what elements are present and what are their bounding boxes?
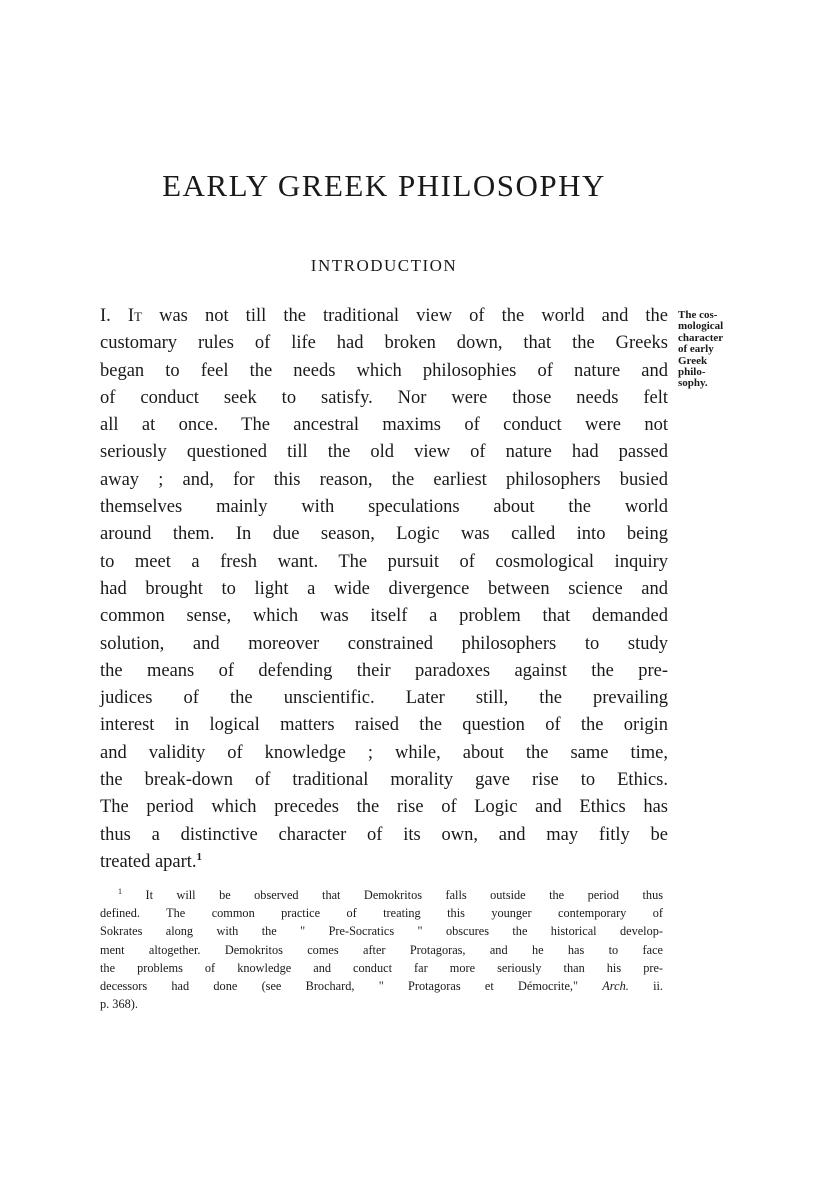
paragraph-line: and validity of knowledge ; while, about the same time,	[100, 742, 668, 763]
paragraph-line: customary rules of life had broken down, that the Greeks	[100, 333, 668, 354]
marginal-note-line: character	[678, 331, 724, 344]
paragraph-line: around them. In due season, Logic was called into being	[100, 524, 668, 545]
paragraph-line: began to feel the needs which philosophies of nature and	[100, 360, 668, 381]
footnote-volume: ii.	[653, 979, 663, 994]
marginal-note	[678, 310, 758, 390]
footnote-line: defined. The common practice of treating this younger contemporary of	[100, 906, 663, 921]
journal-abbreviation: Arch.	[602, 979, 629, 994]
paragraph-line: away ; and, for this reason, the earliest philosophers busied	[100, 469, 668, 490]
page-title: EARLY GREEK PHILOSOPHY	[162, 168, 606, 203]
marginal-note-line: sophy.	[678, 377, 708, 390]
paragraph-line: solution, and moreover constrained philosophers to study	[100, 633, 668, 654]
marginal-note-line: philo-	[678, 366, 706, 379]
paragraph-line: had brought to light a wide divergence between science and	[100, 578, 668, 599]
section-heading: INTRODUCTION	[310, 256, 458, 275]
marginal-note-line: The cos-	[678, 309, 718, 321]
paragraph-line: to meet a fresh want. The pursuit of cosmological inquiry	[100, 551, 668, 572]
paragraph-line: themselves mainly with speculations about the world	[100, 497, 668, 518]
footnote-line	[100, 886, 663, 904]
paragraph-line: common sense, which was itself a problem that demanded	[100, 606, 668, 627]
paragraph-last-line	[100, 849, 668, 876]
paragraph-line: of conduct seek to satisfy. Nor were those needs felt	[100, 387, 668, 408]
footnote-line: ment altogether. Demokritos comes after Protagoras, and he has to face	[100, 942, 663, 957]
paragraph-line: seriously questioned till the old view of nature had passed	[100, 442, 668, 463]
paragraph-line: the break-down of traditional morality gave rise to Ethics.	[100, 770, 668, 791]
footnote-line: the problems of knowledge and conduct far more seriously than his pre-	[100, 960, 663, 975]
paragraph-lead-word: It	[127, 306, 142, 326]
footnote-line	[100, 977, 663, 995]
last-line-text: treated apart.	[100, 851, 197, 872]
paragraph-line: thus a distinctive character of its own, and may fitly be	[100, 824, 668, 845]
paragraph-line: interest in logical matters raised the question of the origin	[100, 715, 668, 736]
paragraph-line: all at once. The ancestral maxims of conduct were not	[100, 415, 668, 436]
paragraph-line: judices of the unscientific. Later still, the prevailing	[100, 688, 668, 709]
paragraph-line: the means of defending their paradoxes against the pre-	[100, 660, 668, 681]
footnote-line: Sokrates along with the " Pre-Socratics " obscures the historical develop-	[100, 924, 663, 939]
marginal-note-line: mological	[678, 320, 724, 333]
footnote-last-line: p. 368).	[100, 997, 138, 1012]
footnote-reference[interactable]: 1	[196, 850, 203, 863]
marginal-note-line: Greek	[678, 354, 708, 367]
first-line-text: was not till the traditional view of the world and the	[159, 306, 669, 326]
footnote-marker: 1	[118, 886, 122, 896]
paragraph-line	[100, 303, 668, 330]
footnote-citation-text: decessors had done (see Brochard, " Protagoras et Démocrite,"	[100, 979, 578, 994]
paragraph-number: I.	[100, 306, 111, 326]
main-paragraph	[100, 303, 668, 876]
marginal-note-line: of early	[678, 343, 714, 356]
paragraph-line: The period which precedes the rise of Logic and Ethics has	[100, 797, 668, 818]
footnote	[100, 886, 663, 1013]
footnote-first-line-text: It will be observed that Demokritos falls outside the period thus	[145, 888, 664, 902]
